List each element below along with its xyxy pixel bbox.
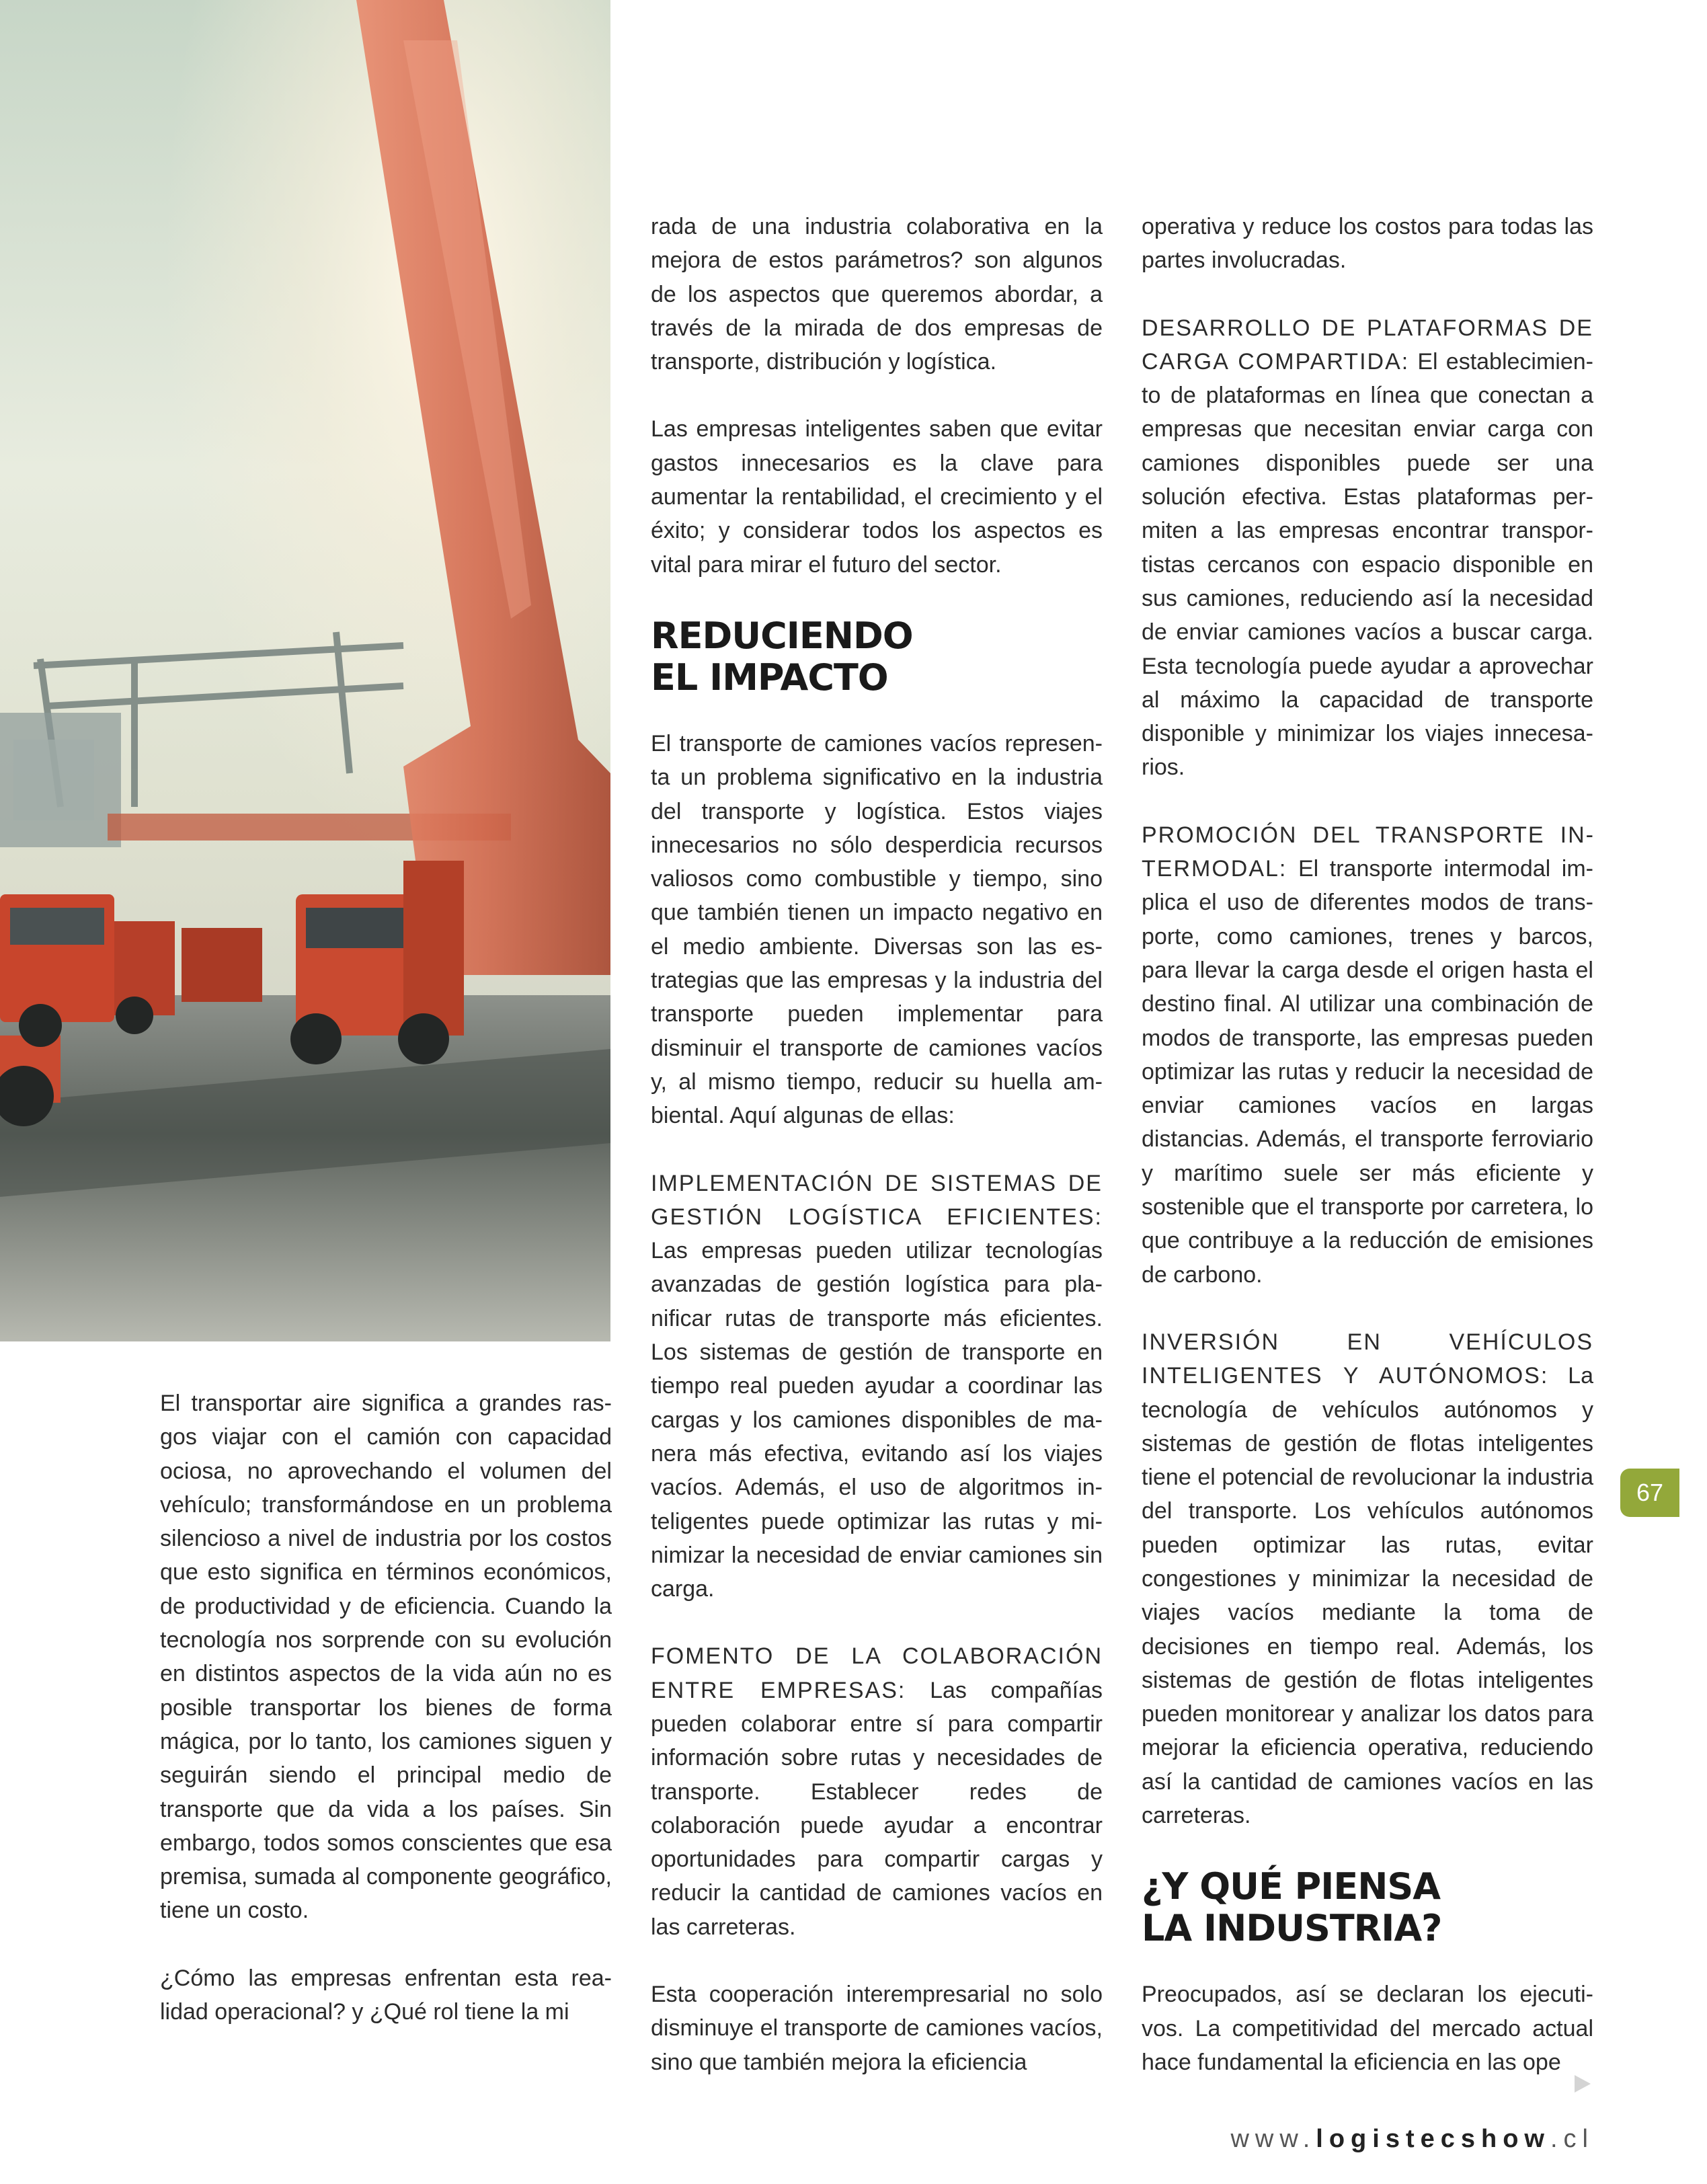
heading-line: EL IMPACTO bbox=[651, 656, 888, 699]
paragraph: operativa y reduce los costos para todas las partes involucradas. bbox=[1142, 214, 1593, 274]
paragraph-body: Las compañías pueden colaborar entre sí para compartir información sobre rutas y necesidades de transporte. Establecer redes de colaboración puede ayudar a encontrar oportunidades para compartir cargas y reducir la cantidad de camiones vacíos en las carreteras. bbox=[651, 1677, 1103, 1940]
paragraph: Las empresas inteligentes saben que evitar gastos innecesarios es la clave para aumentar la rentabilidad, el crecimiento y el éxito; y considerar todos los aspectos es vital para mirar el futuro del sector. bbox=[651, 416, 1103, 578]
paragraph bbox=[1142, 1325, 1593, 1832]
website-name: logistecshow bbox=[1316, 2125, 1550, 2153]
website-prefix: www. bbox=[1230, 2125, 1316, 2153]
website-suffix: .cl bbox=[1550, 2125, 1594, 2153]
article-column-1 bbox=[160, 1387, 612, 2029]
paragraph bbox=[651, 1639, 1103, 1944]
heading-line: ¿Y QUÉ PIENSA bbox=[1142, 1865, 1441, 1908]
paragraph-lead: PROMOCIÓN DEL TRANSPORTE INTERMODAL: bbox=[1142, 822, 1593, 882]
article-column-3 bbox=[1142, 210, 1593, 2079]
next-page-arrow-icon[interactable] bbox=[1575, 2075, 1591, 2093]
heading-line: LA INDUSTRIA? bbox=[1142, 1907, 1442, 1950]
paragraph bbox=[651, 1167, 1103, 1606]
paragraph: Esta cooperación interempresarial no solo disminuye el transporte de camiones vacíos, sino que también mejora la eficiencia bbox=[651, 1982, 1103, 2075]
paragraph-lead: INVERSIÓN EN VEHÍCULOS INTELIGENTES Y AUTÓNOMOS: bbox=[1142, 1329, 1593, 1389]
article-column-2 bbox=[651, 210, 1103, 2079]
website-link[interactable] bbox=[1230, 2125, 1594, 2154]
paragraph bbox=[1142, 311, 1593, 785]
page-number-badge: 67 bbox=[1620, 1469, 1679, 1517]
paragraph-body: El transporte intermodal implica el uso de diferentes modos de transporte, como camiones, trenes y barcos, para llevar la carga desde el origen hasta el destino final. Al utilizar una combinación de modos de transporte, las empresas pueden optimizar las rutas y reducir la necesidad de enviar camiones vacíos en largas distancias. Además, el transporte ferroviario y marítimo suele ser más eficiente y sostenible que el transporte por carretera, lo que contribuye a la reducción de emisiones de carbono. bbox=[1142, 856, 1593, 1288]
paragraph-lead: IMPLEMENTACIÓN DE SISTEMAS DE GESTIÓN LOGÍSTICA EFICIENTES: bbox=[651, 1170, 1103, 1230]
paragraph-lead: FOMENTO DE LA COLABORACIÓN ENTRE EMPRESAS: bbox=[651, 1643, 1103, 1703]
paragraph: El transporte de camiones vacíos representa un problema significativo en la industria del transporte y logística. Estos viajes innecesarios no sólo desperdicia recursos valiosos como combustible y tiempo, sino que también tienen un impacto negativo en el medio ambiente. Diversas son las estrategias que las empresas y la industria del transporte pueden implementar para disminuir el transporte de camiones vacíos y, al mismo tiempo, reducir su huella ambiental. Aquí algunas de ellas: bbox=[651, 730, 1103, 1129]
section-heading-industria bbox=[1142, 1866, 1593, 1949]
paragraph bbox=[1142, 818, 1593, 1292]
paragraph-lead: DESARROLLO DE PLATAFORMAS DE CARGA COMPARTIDA: bbox=[1142, 315, 1593, 375]
paragraph: El transportar aire significa a grandes rasgos viajar con el camión con capacidad ociosa, no aprovechando el volumen del vehículo; transformándose en un problema silencioso a nivel de industria por los costos que esto significa en términos económicos, de productividad y de eficiencia. Cuando la tecnología nos sorprende con su evolución en distintos aspectos de la vida aún no es posible transportar los bienes de forma mágica, por lo tanto, los camiones siguen y seguirán siendo el principal medio de transporte que da vida a los países. Sin embargo, todos somos conscientes que esa premisa, sumada al componente geográfico, tiene un costo. bbox=[160, 1391, 612, 1924]
paragraph: rada de una industria colaborativa en la mejora de estos parámetros? son algunos de los aspectos que queremos abordar, a través de la mirada de dos empresas de transporte, distribución y logística. bbox=[651, 214, 1103, 375]
photo-illustration bbox=[0, 0, 610, 1341]
section-heading-reduciendo bbox=[651, 615, 1103, 699]
paragraph-body: El establecimiento de plataformas en línea que conectan a empresas que necesitan enviar carga con camiones disponibles puede ser una solución efectiva. Estas plataformas permiten a las empresas encontrar transportistas cercanos con espacio disponible en sus camiones, reduciendo así la necesidad de enviar camiones vacíos a buscar carga. Esta tecnología puede ayudar a aprovechar al máximo la capacidad de transporte disponible y minimizar los viajes innecesarios. bbox=[1142, 348, 1593, 781]
paragraph-body: Las empresas pueden utilizar tecnologías avanzadas de gestión logística para planificar rutas de transporte más eficientes. Los sistemas de gestión de transporte en tiempo real pueden ayudar a coordinar las cargas y los camiones disponibles de manera más efectiva, evitando así los viajes vacíos. Además, el uso de algoritmos inteligentes puede optimizar las rutas y minimizar la necesidad de enviar camiones sin carga. bbox=[651, 1238, 1103, 1602]
heading-line: REDUCIENDO bbox=[651, 614, 913, 657]
paragraph-body: La tecnología de vehículos autónomos y sistemas de gestión de flotas inteligentes tiene el potencial de revolucionar la industria del transporte. Los vehículos autónomos pueden optimizar las rutas, evitar congestiones y minimizar la necesidad de viajes vacíos mediante la toma de decisiones en tiempo real. Además, los sistemas de gestión de flotas inteligentes pueden monitorear y analizar los datos para mejorar la eficiencia operativa, reduciendo así la cantidad de camiones vacíos en las carreteras. bbox=[1142, 1363, 1593, 1829]
paragraph: ¿Cómo las empresas enfrentan esta realidad operacional? y ¿Qué rol tiene la mi bbox=[160, 1965, 612, 2025]
paragraph: Preocupados, así se declaran los ejecutivos. La competitividad del mercado actual hace fundamental la eficiencia en las ope bbox=[1142, 1982, 1593, 2075]
port-cranes-trucks-photo bbox=[0, 0, 610, 1341]
